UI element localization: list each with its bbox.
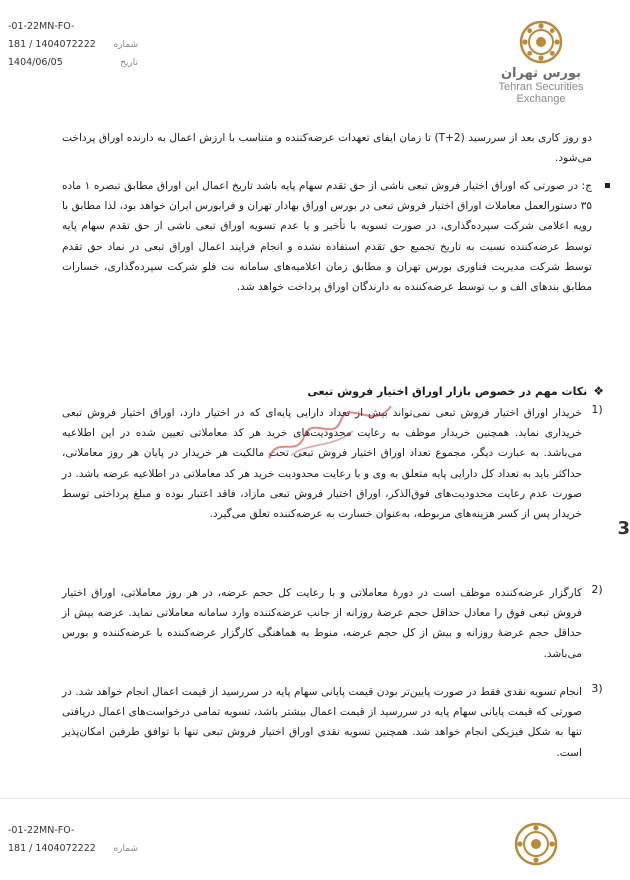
- logo-name-en-1: Tehran Securities: [498, 81, 584, 93]
- square-bullet-icon: [605, 183, 610, 188]
- section-title: [62, 384, 604, 398]
- item-number: 3): [591, 682, 603, 695]
- paragraph-intro: دو روز کاری بعد از سررسید (T+2) تا زمان ایفای تعهدات عرضه‌کننده و متناسب با ارزش اعمال به دارنده اوراق پرداخت می‌شود.: [62, 132, 592, 165]
- document-number-label: شماره: [113, 40, 138, 50]
- footer-code-row: [8, 822, 138, 840]
- next-page-meta: [8, 822, 138, 858]
- diamond-bullet-icon: ❖: [593, 384, 604, 398]
- exchange-logo: [486, 20, 596, 105]
- footer-number: 181 / 1404072222: [8, 843, 96, 854]
- document-number: 181 / 1404072222: [8, 39, 96, 50]
- footer-number-label: شماره: [113, 844, 138, 854]
- footer-code: -01-22MN-FO-: [8, 825, 75, 836]
- section-title-text: نکات مهم در خصوص بازار اوراق اختیار فروش تبعی: [307, 384, 588, 398]
- document-date-row: [8, 54, 138, 72]
- footer-number-row: [8, 840, 138, 858]
- document-meta: [8, 18, 138, 72]
- item-text: انجام تسویه نقدی فقط در صورت پایین‌تر بودن قیمت پایانی سهام پایه در سررسید از قیمت اعمال انجام خواهد شد. در صورتی که قیمت پایانی سهام پایه در سررسید از قیمت اعمال بیشتر باشد، تسویه تمامی درخواست‌های اعمال دریافتی تنها به شکل فیزیکی انجام خواهد شد. همچنین تسویه نقدی اوراق اختیار فروش تبعی تنها با توافق طرفین امکان‌پذیر است.: [62, 686, 582, 759]
- document-date: 1404/06/05: [8, 57, 63, 68]
- page-edge-mark: 3: [617, 518, 630, 539]
- logo-name-en-2: Exchange: [516, 93, 566, 105]
- document-code-row: [8, 18, 138, 36]
- page-separator: [0, 798, 630, 799]
- logo-name-fa: بورس تهران: [500, 66, 582, 81]
- document-number-row: [8, 36, 138, 54]
- item-number: 2): [591, 583, 603, 596]
- bullet-paragraph: [62, 176, 592, 297]
- document-code: -01-22MN-FO-: [8, 21, 75, 32]
- paragraph-c: ج: در صورتی که اوراق اختیار فروش تبعی ناشی از حق تقدم سهام پایه باشد تاریخ اعمال این اوراق مطابق تبصره ۱ ماده ۳۵ دستورالعمل معاملات اوراق اختیار فروش تبعی در بورس اوراق بهادار تهران و فرابورس ایران خواهد بود، لذا مطابق با رویه اعلامی شرکت سپرده‌گذاری، در صورت تسویه با تأخیر و یا عدم تسویه اوراق تبعی ناشی از حق تقدم سهام پایه توسط عرضه‌کننده نسبت به تاریخ تجمیع حق تقدم استفاده نشده و انجام فرایند اعمال اوراق تبعی در نماد حق تقدم توسط شرکت مدیریت فناوری بورس تهران و مطابق زمان اعلامیه‌های سامانه نت فلو شرکت سپرده‌گذاری، خسارات مطابق بندهای الف و ب توسط عرضه‌کننده به دارندگان اوراق پرداخت خواهد شد.: [62, 180, 592, 294]
- item-number: 1): [591, 403, 603, 416]
- document-date-label: تاریخ: [120, 58, 138, 68]
- tehran-stock-exchange-emblem-icon: [514, 822, 558, 866]
- item-text: کارگزار عرضه‌کننده موظف است در دورهٔ معاملاتی و با رعایت کل حجم عرضه، در هر روز معاملاتی، اوراق اختیار فروش تبعی فوق را معادل حداقل حجم عرضهٔ روزانه از جانب عرضه‌کننده وارد سامانه معاملاتی نماید. عرضه بیش از حداقل حجم عرضهٔ روزانه و بیش از کل حجم عرضه، منوط به هماهنگی کارگزار عرضه‌کننده با عرضه‌کننده و بورس می‌باشد.: [62, 587, 582, 660]
- item-text: خریدار اوراق اختیار فروش تبعی نمی‌تواند بیش از تعداد دارایی پایه‌ای که در اختیار دارد، اوراق اختیار فروش تبعی خریداری نماید. همچنین خریدار موظف به رعایت محدودیت‌های خرید هر کد معاملاتی تعیین شده در این اطلاعیه می‌باشد. به عبارت دیگر، مجموع تعداد اوراق اختیار فروش تبعی تحت مالکیت هر خریدار در پایان هر روز معاملاتی، حداکثر باید به تعداد کل دارایی پایه متعلق به وی و با رعایت محدودیت خرید هر کد معاملاتی در اطلاعیه عرضه باشد. در صورت عدم رعایت محدودیت‌های فوق‌الذکر، اوراق اختیار فروش تبعی مازاد، فاقد اعتبار بوده و مبلغ پرداختی توسط خریدار پس از کسر هزینه‌های مربوطه، به‌عنوان خسارت به عرضه‌کننده تعلق می‌گیرد.: [62, 407, 582, 521]
- tehran-stock-exchange-emblem-icon: [519, 20, 563, 64]
